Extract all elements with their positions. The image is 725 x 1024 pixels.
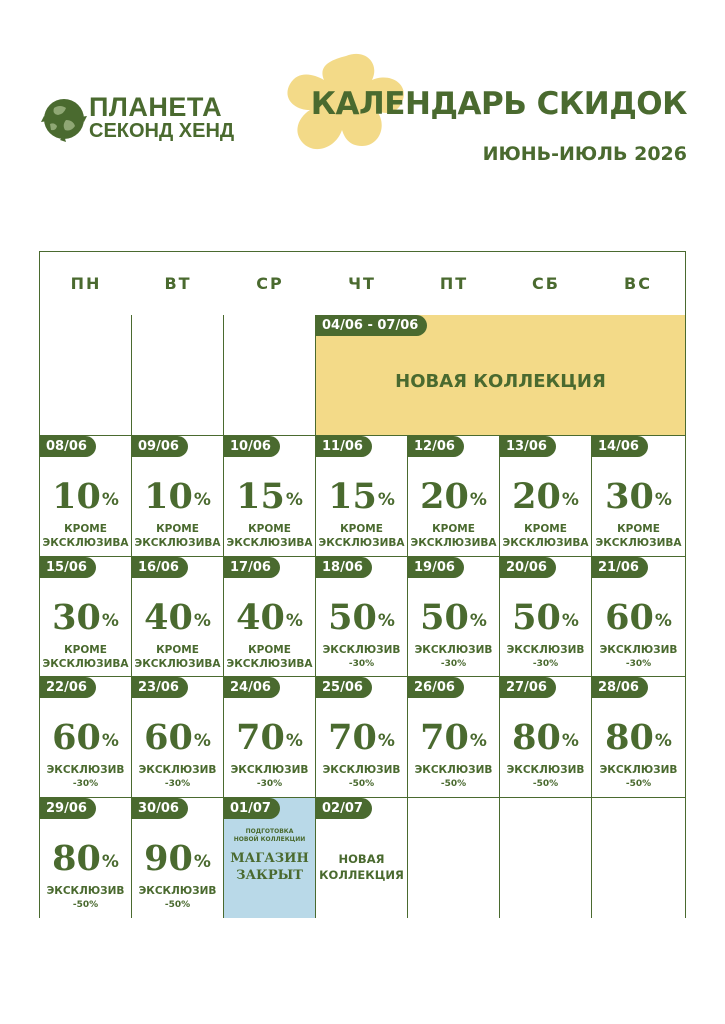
discount-note: [408, 522, 499, 550]
recycle-globe-icon: [40, 96, 88, 142]
percent-sign: %: [101, 610, 119, 631]
date-badge: 17/06: [224, 557, 280, 578]
percent-sign: %: [101, 731, 119, 751]
discount-note: [40, 884, 131, 912]
discount-value: 20: [420, 476, 469, 517]
percent-sign: %: [193, 490, 211, 510]
discount-note: [40, 763, 131, 791]
weekday-label: ПН: [70, 273, 102, 293]
percent-sign: %: [469, 490, 487, 510]
note-line1: КРОМЕ: [248, 523, 291, 535]
discount-value: 70: [328, 717, 377, 758]
date-badge: 21/06: [592, 557, 648, 578]
note-line1: ЭКСКЛЮЗИВ: [46, 884, 125, 897]
date-badge: 09/06: [132, 436, 188, 457]
discount-note: [316, 643, 407, 671]
discount-value: 80: [512, 717, 561, 758]
note-line1: ЭКСКЛЮЗИВ: [46, 764, 125, 776]
note-line1: ЭКСКЛЮЗИВ: [322, 764, 401, 776]
day-cell: [132, 557, 224, 678]
note-line1: КРОМЕ: [156, 643, 199, 656]
weekday-label: СР: [256, 273, 284, 293]
note-line2: -30%: [164, 779, 191, 789]
discount-percent: [132, 719, 223, 757]
discount-percent: [132, 478, 223, 516]
note-line1: КРОМЕ: [248, 643, 291, 656]
discount-percent: [500, 478, 591, 516]
discount-value: 60: [605, 596, 654, 638]
percent-sign: %: [193, 731, 211, 751]
percent-sign: %: [469, 731, 487, 751]
discount-value: 80: [605, 717, 654, 758]
note-line2: ЭКСКЛЮЗИВА: [134, 657, 221, 670]
note-line1: ЭКСКЛЮЗИВ: [599, 764, 678, 776]
note-line1: ЭКСКЛЮЗИВ: [322, 643, 401, 656]
note-line1: ЭКСКЛЮЗИВ: [230, 764, 309, 776]
discount-value: 50: [328, 596, 377, 638]
discount-value: 50: [420, 596, 469, 638]
discount-percent: [316, 478, 407, 516]
discount-calendar: [39, 251, 686, 918]
day-cell: [316, 436, 408, 557]
day-cell: [224, 436, 316, 557]
discount-note: [408, 763, 499, 791]
day-cell: [500, 557, 592, 678]
day-cell: [224, 677, 316, 798]
day-cell: [316, 677, 408, 798]
discount-percent: [408, 478, 499, 516]
weekday-label: ВС: [624, 273, 652, 293]
discount-value: 80: [52, 837, 101, 879]
note-line1: КРОМЕ: [64, 523, 107, 535]
day-cell: [316, 557, 408, 678]
discount-note: [224, 763, 315, 791]
discount-note: [40, 643, 131, 671]
date-badge: 24/06: [224, 677, 280, 698]
percent-sign: %: [377, 490, 395, 510]
percent-sign: %: [561, 490, 579, 510]
day-cell: [40, 798, 132, 919]
page-title: КАЛЕНДАРЬ СКИДОК: [310, 86, 687, 122]
discount-value: 50: [512, 596, 561, 638]
percent-sign: %: [101, 851, 119, 872]
date-badge: 29/06: [40, 798, 96, 819]
date-badge: 14/06: [592, 436, 648, 457]
new-collection-banner: [316, 315, 685, 436]
day-cell: [132, 798, 224, 919]
discount-percent: [40, 596, 131, 638]
discount-note: [592, 643, 685, 671]
discount-percent: [40, 478, 131, 516]
note-line2: -30%: [440, 658, 467, 669]
note-line2: -50%: [625, 779, 652, 789]
note-line2: -30%: [72, 779, 99, 789]
note-line2: -50%: [532, 779, 559, 789]
note-line2: ЭКСКЛЮЗИВА: [502, 537, 589, 549]
percent-sign: %: [377, 610, 395, 631]
discount-percent: [408, 719, 499, 757]
note-line2: -30%: [625, 658, 652, 669]
discount-note: [224, 643, 315, 671]
discount-value: 15: [236, 476, 285, 517]
weekday-label: СБ: [532, 273, 560, 293]
weekday-header: [40, 252, 685, 316]
note-line1: КРОМЕ: [524, 523, 567, 535]
percent-sign: %: [469, 610, 487, 631]
date-badge: 15/06: [40, 557, 96, 578]
percent-sign: %: [561, 610, 579, 631]
note-line2: -50%: [164, 899, 191, 910]
discount-value: 30: [52, 596, 101, 638]
percent-sign: %: [193, 851, 211, 872]
discount-note: [316, 763, 407, 791]
discount-percent: [408, 596, 499, 638]
note-line2: ЭКСКЛЮЗИВА: [134, 537, 221, 549]
empty-day-cell: [40, 315, 132, 436]
discount-value: 60: [52, 717, 101, 758]
note-line1: КРОМЕ: [617, 523, 660, 535]
empty-day-cell: [500, 798, 592, 919]
day-cell: [408, 557, 500, 678]
discount-percent: [40, 719, 131, 757]
discount-percent: [224, 596, 315, 638]
discount-note: [132, 522, 223, 550]
percent-sign: %: [285, 490, 303, 510]
closed-note-line1: ПОДГОТОВКА: [245, 827, 294, 835]
note-line2: ЭКСКЛЮЗИВА: [42, 657, 129, 670]
discount-percent: [592, 719, 685, 757]
note-line1: ЭКСКЛЮЗИВ: [138, 764, 217, 776]
discount-percent: [40, 837, 131, 879]
date-badge: 19/06: [408, 557, 464, 578]
discount-value: 10: [52, 476, 101, 517]
note-line2: -50%: [72, 899, 99, 910]
discount-value: 70: [420, 717, 469, 758]
discount-note: [316, 522, 407, 550]
date-badge: 04/06 - 07/06: [316, 315, 427, 336]
weekday-label: ЧТ: [348, 273, 376, 293]
note-line2: -30%: [348, 658, 375, 669]
note-line1: ЭКСКЛЮЗИВ: [506, 764, 585, 776]
page-subtitle: ИЮНЬ-ИЮЛЬ 2026: [482, 143, 687, 165]
discount-note: [132, 884, 223, 912]
banner-label: НОВАЯ КОЛЛЕКЦИЯ: [395, 371, 606, 392]
note-line1: КРОМЕ: [340, 523, 383, 535]
weekday-label: ВТ: [164, 273, 192, 293]
new-collection-line2: КОЛЛЕКЦИЯ: [319, 867, 404, 882]
note-line2: ЭКСКЛЮЗИВА: [226, 537, 313, 549]
day-cell: [132, 677, 224, 798]
discount-note: [132, 763, 223, 791]
discount-note: [224, 522, 315, 550]
percent-sign: %: [285, 731, 303, 751]
note-line2: ЭКСКЛЮЗИВА: [595, 537, 682, 549]
date-badge: 08/06: [40, 436, 96, 457]
discount-percent: [592, 596, 685, 638]
discount-percent: [500, 596, 591, 638]
date-badge: 16/06: [132, 557, 188, 578]
note-line2: -50%: [348, 779, 375, 789]
note-line2: ЭКСКЛЮЗИВА: [226, 657, 313, 670]
discount-percent: [316, 596, 407, 638]
date-badge: 01/07: [224, 798, 280, 819]
discount-percent: [316, 719, 407, 757]
day-cell: [40, 436, 132, 557]
discount-value: 90: [144, 837, 193, 879]
day-cell: [592, 677, 685, 798]
closed-note-line2: НОВОЙ КОЛЛЕКЦИИ: [233, 835, 306, 843]
date-badge: 12/06: [408, 436, 464, 457]
note-line1: ЭКСКЛЮЗИВ: [506, 643, 585, 656]
note-line2: ЭКСКЛЮЗИВА: [318, 537, 405, 549]
discount-value: 10: [144, 476, 193, 517]
date-badge: 22/06: [40, 677, 96, 698]
day-cell: [592, 557, 685, 678]
note-line2: -30%: [532, 658, 559, 669]
closed-title-line2: ЗАКРЫТ: [236, 867, 303, 883]
note-line1: ЭКСКЛЮЗИВ: [599, 643, 678, 656]
date-badge: 18/06: [316, 557, 372, 578]
day-cell: [408, 436, 500, 557]
date-badge: 13/06: [500, 436, 556, 457]
discount-note: [500, 643, 591, 671]
brand-name-line1: ПЛАНЕТА: [89, 92, 223, 122]
brand-logo: [40, 94, 240, 144]
date-badge: 25/06: [316, 677, 372, 698]
day-cell: [40, 557, 132, 678]
day-cell: [224, 557, 316, 678]
closed-title-line1: МАГАЗИН: [230, 850, 309, 866]
discount-note: [132, 643, 223, 671]
new-collection-cell: [316, 798, 408, 919]
percent-sign: %: [193, 610, 211, 631]
empty-day-cell: [224, 315, 316, 436]
empty-day-cell: [408, 798, 500, 919]
note-line1: ЭКСКЛЮЗИВ: [138, 884, 217, 897]
discount-percent: [224, 719, 315, 757]
discount-value: 60: [144, 717, 193, 758]
percent-sign: %: [561, 731, 579, 751]
note-line1: КРОМЕ: [156, 523, 199, 535]
store-closed-cell: [224, 798, 316, 919]
day-cell: [592, 436, 685, 557]
discount-note: [500, 763, 591, 791]
percent-sign: %: [654, 610, 672, 631]
discount-note: [592, 763, 685, 791]
discount-note: [40, 522, 131, 550]
discount-value: 70: [236, 717, 285, 758]
percent-sign: %: [285, 610, 303, 631]
day-cell: [132, 436, 224, 557]
discount-percent: [500, 719, 591, 757]
date-badge: 20/06: [500, 557, 556, 578]
note-line1: ЭКСКЛЮЗИВ: [414, 643, 493, 656]
discount-value: 40: [144, 596, 193, 638]
weekday-label: ПТ: [439, 273, 469, 293]
date-badge: 27/06: [500, 677, 556, 698]
discount-value: 30: [605, 476, 654, 517]
note-line2: ЭКСКЛЮЗИВА: [410, 537, 497, 549]
discount-percent: [224, 478, 315, 516]
percent-sign: %: [377, 731, 395, 751]
date-badge: 11/06: [316, 436, 372, 457]
discount-note: [408, 643, 499, 671]
day-cell: [500, 436, 592, 557]
discount-value: 40: [236, 596, 285, 638]
discount-percent: [132, 837, 223, 879]
date-badge: 10/06: [224, 436, 280, 457]
note-line2: -50%: [440, 779, 467, 789]
discount-value: 20: [512, 476, 561, 517]
date-badge: 02/07: [316, 798, 372, 819]
note-line1: КРОМЕ: [432, 523, 475, 535]
date-badge: 23/06: [132, 677, 188, 698]
date-badge: 28/06: [592, 677, 648, 698]
empty-day-cell: [132, 315, 224, 436]
discount-note: [592, 522, 685, 550]
percent-sign: %: [654, 490, 672, 510]
date-badge: 30/06: [132, 798, 188, 819]
day-cell: [500, 677, 592, 798]
note-line1: ЭКСКЛЮЗИВ: [414, 764, 493, 776]
day-cell: [40, 677, 132, 798]
day-cell: [408, 677, 500, 798]
discount-value: 15: [328, 476, 377, 517]
brand-name-line2: СЕКОНД ХЕНД: [89, 120, 235, 142]
date-badge: 26/06: [408, 677, 464, 698]
new-collection-line1: НОВАЯ: [338, 851, 385, 866]
discount-note: [500, 522, 591, 550]
note-line2: -30%: [256, 779, 283, 789]
percent-sign: %: [101, 490, 119, 510]
note-line1: КРОМЕ: [64, 643, 107, 656]
note-line2: ЭКСКЛЮЗИВА: [42, 537, 129, 549]
empty-day-cell: [592, 798, 685, 919]
percent-sign: %: [654, 731, 672, 751]
discount-percent: [132, 596, 223, 638]
discount-percent: [592, 478, 685, 516]
